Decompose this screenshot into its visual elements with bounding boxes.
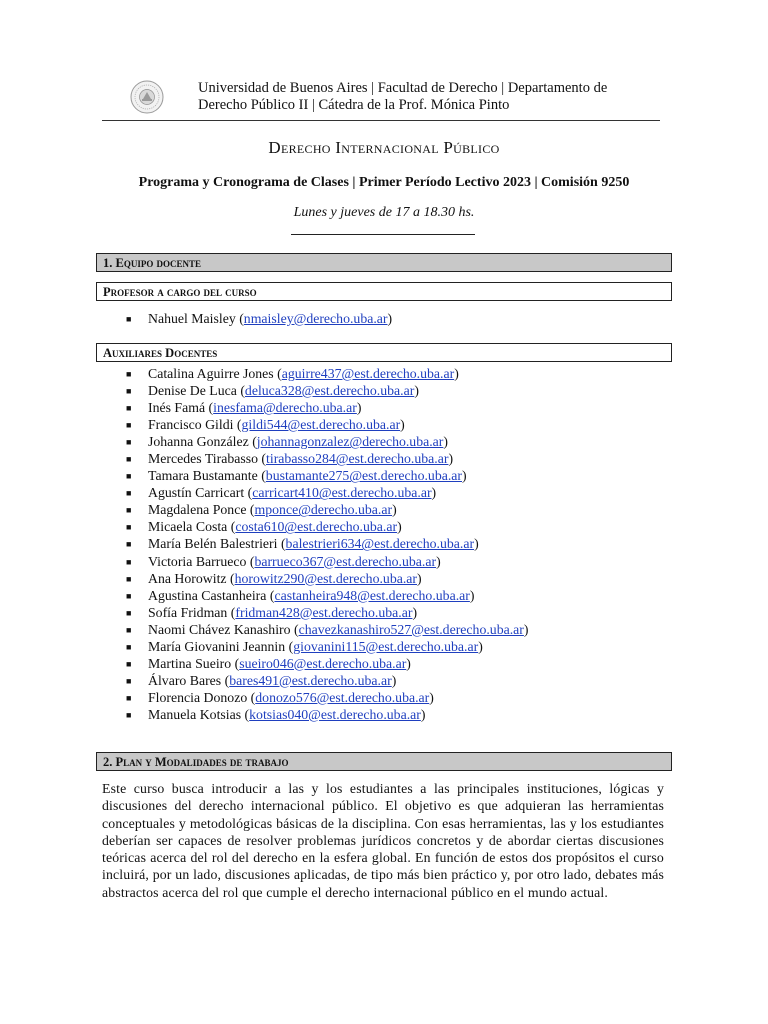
list-item: ■ María Giovanini Jeannin (giovanini115@est.derecho.uba.ar): [126, 638, 483, 654]
list-item: ■ Manuela Kotsias (kotsias040@est.derecho.uba.ar): [126, 706, 426, 722]
bullet-icon: ■: [126, 709, 132, 720]
list-item: ■ Naomi Chávez Kanashiro (chavezkanashiro527@est.derecho.uba.ar): [126, 621, 529, 637]
person-name: Sofía Fridman: [148, 604, 228, 620]
bullet-icon: ■: [126, 624, 132, 635]
section-2-heading: 2. Plan y Modalidades de trabajo: [96, 752, 672, 771]
person-name: María Giovanini Jeannin: [148, 638, 286, 654]
professor-list: [126, 310, 392, 327]
bullet-icon: ■: [126, 675, 132, 686]
bullet-icon: ■: [126, 369, 132, 379]
person-name: Florencia Donozo: [148, 689, 248, 705]
list-item: ■ Catalina Aguirre Jones (aguirre437@est.derecho.uba.ar): [126, 366, 459, 381]
bullet-icon: ■: [126, 641, 132, 652]
bullet-icon: ■: [126, 573, 132, 584]
email-link[interactable]: gildi544@est.derecho.uba.ar: [241, 417, 401, 433]
person-name: Álvaro Bares: [148, 672, 222, 688]
list-item: ■ Mercedes Tirabasso (tirabasso284@est.derecho.uba.ar): [126, 451, 454, 467]
list-item: ■ María Belén Balestrieri (balestrieri634@est.derecho.uba.ar): [126, 536, 479, 552]
list-item: ■ Victoria Barrueco (barrueco367@est.derecho.uba.ar): [126, 553, 441, 569]
university-seal-icon: [130, 80, 164, 114]
bullet-icon: ■: [126, 522, 132, 533]
list-item: ■ Ana Horowitz (horowitz290@est.derecho.uba.ar): [126, 570, 422, 586]
list-item: ■ Denise De Luca (deluca328@est.derecho.uba.ar): [126, 383, 419, 399]
assistants-heading: Auxiliares Docentes: [96, 343, 672, 362]
person-name: Magdalena Ponce: [148, 502, 247, 518]
person-name: Mercedes Tirabasso: [148, 451, 258, 467]
person-name: Francisco Gildi: [148, 417, 234, 433]
list-item: ■ Álvaro Bares (bares491@est.derecho.uba.ar): [126, 672, 397, 688]
list-item: ■ Micaela Costa (costa610@est.derecho.uba.ar): [126, 519, 402, 535]
email-link[interactable]: chavezkanashiro527@est.derecho.uba.ar: [298, 621, 524, 637]
assistants-list: [126, 365, 529, 723]
section-2-paragraph: Este curso busca introducir a las y los estudiantes a las principales instituciones, lógicas y discusiones del derecho internacional público. El objetivo es que adquieran las herramientas conceptuales y metodológicas básicas de la disciplina. Con esas herramientas, las y los estudiantes deberían ser capaces de resolver problemas jurídicos concretos y de abordar ciertas discusiones teóricas acerca del rol del derecho en la esfera global. En función de estos dos propósitos el curso incluirá, por un lado, discusiones aplicadas, de tipo más bien práctico y, por otro lado, debates más abstractos acerca del rol que cumple el derecho internacional público en el mundo actual.: [102, 781, 664, 900]
list-item: ■ Tamara Bustamante (bustamante275@est.derecho.uba.ar): [126, 468, 467, 484]
email-link[interactable]: donozo576@est.derecho.uba.ar: [255, 689, 430, 705]
person-name: Martina Sueiro: [148, 655, 232, 671]
person-name: Inés Famá: [148, 400, 206, 416]
email-link[interactable]: costa610@est.derecho.uba.ar: [235, 519, 398, 535]
email-link[interactable]: bustamante275@est.derecho.uba.ar: [265, 468, 463, 484]
list-item: ■ Inés Famá (inesfama@derecho.uba.ar): [126, 400, 362, 416]
email-link[interactable]: johannagonzalez@derecho.uba.ar: [256, 434, 444, 450]
email-link[interactable]: carricart410@est.derecho.uba.ar: [252, 485, 432, 501]
email-link[interactable]: horowitz290@est.derecho.uba.ar: [234, 570, 418, 586]
email-link[interactable]: tirabasso284@est.derecho.uba.ar: [266, 451, 449, 467]
email-link[interactable]: kotsias040@est.derecho.uba.ar: [249, 706, 421, 722]
header-line-1: Universidad de Buenos Aires | Facultad de Derecho | Departamento de: [198, 80, 608, 96]
list-item: ■ Agustín Carricart (carricart410@est.derecho.uba.ar): [126, 485, 437, 501]
bullet-icon: ■: [126, 420, 132, 431]
person-name: Nahuel Maisley: [148, 311, 236, 326]
bullet-icon: ■: [126, 607, 132, 618]
divider-line: [291, 234, 475, 235]
class-schedule: Lunes y jueves de 17 a 18.30 hs.: [293, 205, 475, 220]
email-link[interactable]: sueiro046@est.derecho.uba.ar: [239, 655, 407, 671]
bullet-icon: ■: [126, 314, 132, 324]
list-item: ■ Johanna González (johannagonzalez@derecho.uba.ar): [126, 434, 449, 450]
list-item: ■ Sofía Fridman (fridman428@est.derecho.uba.ar): [126, 604, 418, 620]
list-item: ■ Martina Sueiro (sueiro046@est.derecho.uba.ar): [126, 655, 411, 671]
person-name: Denise De Luca: [148, 383, 237, 399]
email-link[interactable]: nmaisley@derecho.uba.ar: [243, 311, 388, 326]
section-1-heading: 1. Equipo docente: [96, 253, 672, 272]
list-item: ■ Nahuel Maisley (nmaisley@derecho.uba.ar): [126, 311, 393, 326]
email-link[interactable]: deluca328@est.derecho.uba.ar: [244, 383, 415, 399]
document-header: [102, 78, 660, 121]
bullet-icon: ■: [126, 471, 132, 482]
person-name: Catalina Aguirre Jones: [148, 366, 274, 381]
list-item: ■ Florencia Donozo (donozo576@est.derecho.uba.ar): [126, 689, 434, 705]
person-name: María Belén Balestrieri: [148, 536, 278, 552]
header-institution-text: [198, 80, 658, 114]
person-name: Naomi Chávez Kanashiro: [148, 621, 291, 637]
email-link[interactable]: fridman428@est.derecho.uba.ar: [235, 604, 413, 620]
person-name: Agustina Castanheira: [148, 587, 267, 603]
bullet-icon: ■: [126, 505, 132, 516]
email-link[interactable]: giovanini115@est.derecho.uba.ar: [293, 638, 479, 654]
bullet-icon: ■: [126, 403, 132, 414]
email-link[interactable]: barrueco367@est.derecho.uba.ar: [254, 553, 437, 569]
professor-heading: Profesor a cargo del curso: [96, 282, 672, 301]
email-link[interactable]: bares491@est.derecho.uba.ar: [229, 672, 392, 688]
email-link[interactable]: castanheira948@est.derecho.uba.ar: [274, 587, 470, 603]
bullet-icon: ■: [126, 692, 132, 703]
person-name: Johanna González: [148, 434, 249, 450]
person-name: Tamara Bustamante: [148, 468, 258, 484]
list-item: ■ Magdalena Ponce (mponce@derecho.uba.ar): [126, 502, 397, 518]
person-name: Ana Horowitz: [148, 570, 227, 586]
bullet-icon: ■: [126, 454, 132, 465]
person-name: Manuela Kotsias: [148, 706, 242, 722]
email-link[interactable]: balestrieri634@est.derecho.uba.ar: [285, 536, 475, 552]
email-link[interactable]: aguirre437@est.derecho.uba.ar: [281, 366, 455, 381]
list-item: ■ Francisco Gildi (gildi544@est.derecho.uba.ar): [126, 417, 405, 433]
person-name: Micaela Costa: [148, 519, 228, 535]
person-name: Victoria Barrueco: [148, 553, 247, 569]
bullet-icon: ■: [126, 658, 132, 669]
bullet-icon: ■: [126, 590, 132, 601]
email-link[interactable]: inesfama@derecho.uba.ar: [213, 400, 357, 416]
bullet-icon: ■: [126, 556, 132, 567]
bullet-icon: ■: [126, 437, 132, 448]
bullet-icon: ■: [126, 386, 132, 397]
email-link[interactable]: mponce@derecho.uba.ar: [254, 502, 393, 518]
bullet-icon: ■: [126, 539, 132, 550]
document-subtitle: Programa y Cronograma de Clases | Primer Período Lectivo 2023 | Comisión 9250: [138, 175, 630, 190]
list-item: ■ Agustina Castanheira (castanheira948@est.derecho.uba.ar): [126, 587, 475, 603]
bullet-icon: ■: [126, 488, 132, 499]
header-line-2: Derecho Público II | Cátedra de la Prof. Mónica Pinto: [198, 97, 510, 113]
document-title: Derecho Internacional Público: [268, 138, 500, 157]
person-name: Agustín Carricart: [148, 485, 245, 501]
